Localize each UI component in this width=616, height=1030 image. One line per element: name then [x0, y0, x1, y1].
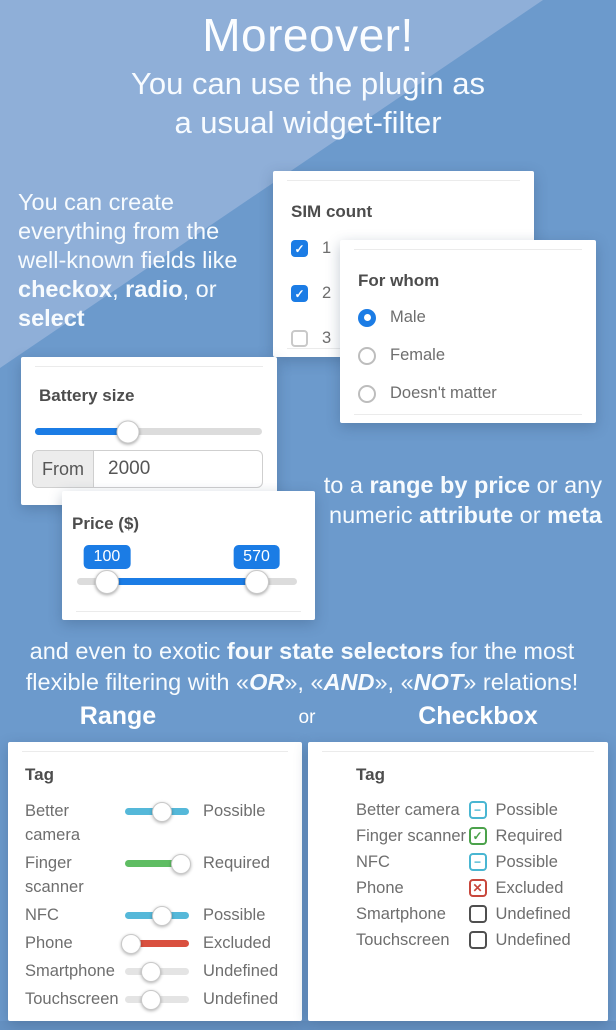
radio-option[interactable]: [358, 384, 596, 403]
tag-checkbox-row: [356, 827, 608, 845]
divider: [287, 180, 520, 181]
tag-checkbox-row: [356, 853, 608, 871]
checkbox-section-header: Checkbox: [418, 702, 538, 730]
divider: [354, 414, 582, 415]
minus-icon[interactable]: [469, 853, 487, 871]
note-segment: or any numeric: [329, 472, 602, 528]
checkbox-label: 1: [322, 239, 332, 257]
slider-handle[interactable]: [152, 802, 172, 822]
four-state-slider[interactable]: [125, 808, 189, 815]
tag-slider-row: [25, 851, 302, 899]
checkbox-label: 3: [322, 329, 332, 347]
four-state-slider[interactable]: [125, 968, 189, 975]
state-label: Undefined: [203, 962, 279, 980]
checkbox-unchecked-icon[interactable]: [291, 330, 308, 347]
widget-title: Tag: [356, 765, 385, 784]
slider-handle[interactable]: [141, 990, 161, 1010]
battery-size-widget: [21, 357, 277, 505]
note-bold-attribute: attribute: [419, 502, 514, 528]
checkbox-checked-icon[interactable]: [291, 285, 308, 302]
divider: [354, 249, 582, 250]
min-value-bubble: 100: [84, 545, 131, 569]
divider: [76, 611, 301, 612]
state-label: Possible: [495, 801, 558, 819]
divider: [35, 366, 263, 367]
slider-rows: [25, 799, 302, 1011]
divider: [322, 751, 594, 752]
tag-checkbox-row: [356, 905, 608, 923]
tag-label: Touchscreen: [25, 990, 119, 1008]
range-note-text: [318, 470, 602, 530]
min-slider-handle[interactable]: [95, 570, 119, 594]
divider: [22, 751, 288, 752]
radio-unselected-icon[interactable]: [358, 385, 376, 403]
tag-label: NFC: [25, 906, 59, 924]
radio-label: Female: [390, 346, 446, 364]
four-state-text: [10, 636, 594, 698]
exotic-segment: » relations!: [463, 669, 579, 695]
radio-label: Male: [390, 308, 426, 326]
note-segment: to a: [323, 472, 370, 498]
tag-label: NFC: [356, 853, 390, 871]
widget-title: SIM count: [291, 202, 373, 221]
state-label: Required: [495, 827, 563, 845]
tag-label: Better camera: [25, 802, 81, 844]
state-label: Excluded: [495, 879, 564, 897]
state-label: Required: [203, 854, 270, 872]
tag-checkbox-widget: [308, 742, 608, 1021]
radio-option[interactable]: [358, 346, 596, 365]
slider-handle[interactable]: [117, 420, 140, 443]
cross-icon[interactable]: [469, 879, 487, 897]
intro-bold-radio: radio: [125, 276, 183, 302]
tag-range-widget: [8, 742, 302, 1021]
four-state-slider[interactable]: [125, 912, 189, 919]
checkbox-label: 2: [322, 284, 332, 302]
note-segment: or: [513, 502, 548, 528]
tag-label: Better camera: [356, 801, 460, 819]
radio-selected-icon[interactable]: [358, 309, 376, 327]
or-label: or: [298, 707, 316, 728]
radio-unselected-icon[interactable]: [358, 347, 376, 365]
intro-segment: You can create everything from the well-known fields like: [18, 189, 238, 273]
slider-range-fill: [107, 578, 257, 585]
four-state-slider[interactable]: [125, 940, 189, 947]
subtitle-line-2: a usual widget-filter: [174, 105, 442, 140]
tag-label: Touchscreen: [356, 931, 450, 949]
exotic-segment: and even to exotic: [29, 638, 227, 664]
checkbox-rows: [356, 801, 608, 949]
intro-segment: , or: [182, 276, 217, 302]
tag-slider-row: [25, 903, 302, 927]
exotic-bold-four-state: four state selectors: [226, 638, 444, 664]
state-label: Undefined: [495, 931, 571, 949]
slider-handle[interactable]: [152, 906, 172, 926]
tag-label: Phone: [25, 934, 73, 952]
subtitle-line-1: You can use the plugin as: [131, 66, 485, 101]
price-slider-track[interactable]: [77, 578, 297, 585]
intro-bold-select: select: [18, 305, 85, 331]
tag-slider-row: [25, 987, 302, 1011]
four-state-slider[interactable]: [125, 860, 189, 867]
range-section-header: Range: [79, 702, 157, 730]
footer-bar: [0, 1021, 616, 1030]
checkbox-blank-icon[interactable]: [469, 931, 487, 949]
intro-text: [18, 188, 270, 333]
tag-slider-row: [25, 959, 302, 983]
from-label: From: [33, 451, 94, 487]
state-label: Undefined: [495, 905, 571, 923]
radio-option[interactable]: [358, 308, 596, 327]
price-widget: [62, 491, 315, 620]
exotic-segment: for the most flexible filtering with «: [25, 638, 575, 695]
state-label: Possible: [203, 802, 266, 820]
battery-slider-track[interactable]: [35, 428, 262, 435]
tag-label: Phone: [356, 879, 404, 897]
minus-icon[interactable]: [469, 801, 487, 819]
slider-handle[interactable]: [141, 962, 161, 982]
for-whom-widget: [340, 240, 596, 423]
intro-segment: ,: [112, 276, 126, 302]
state-label: Possible: [203, 906, 266, 924]
price-bubbles: [77, 545, 297, 569]
note-bold-meta: meta: [547, 502, 602, 528]
state-label: Possible: [495, 853, 558, 871]
tag-label: Finger scanner: [356, 827, 467, 845]
four-state-slider[interactable]: [125, 996, 189, 1003]
tag-checkbox-row: [356, 931, 608, 949]
state-label: Excluded: [203, 934, 271, 952]
checkbox-checked-icon[interactable]: [291, 240, 308, 257]
widget-title: Battery size: [39, 386, 135, 405]
tag-slider-row: [25, 931, 302, 955]
widget-title: Tag: [25, 765, 54, 784]
from-input-group: [32, 450, 263, 488]
max-value-bubble: 570: [233, 545, 280, 569]
slider-handle[interactable]: [171, 854, 191, 874]
exotic-segment: », «: [284, 669, 324, 695]
checkbox-blank-icon[interactable]: [469, 905, 487, 923]
page-subtitle: [0, 64, 616, 142]
widget-title: Price ($): [72, 514, 140, 533]
exotic-or: OR: [249, 669, 285, 695]
note-bold-range-by-price: range by price: [369, 472, 531, 498]
slider-handle[interactable]: [121, 934, 141, 954]
from-input[interactable]: 2000: [108, 458, 151, 479]
tag-slider-row: [25, 799, 302, 847]
exotic-not: NOT: [413, 669, 464, 695]
slider-fill: [35, 428, 128, 435]
max-slider-handle[interactable]: [245, 570, 269, 594]
widget-title: For whom: [358, 271, 440, 290]
radio-label: Doesn't matter: [390, 384, 497, 402]
page-title: Moreover!: [202, 9, 414, 61]
tag-label: Smartphone: [356, 905, 446, 923]
intro-bold-checkbox: checkox: [18, 276, 113, 302]
state-label: Undefined: [203, 990, 279, 1008]
tag-checkbox-row: [356, 801, 608, 819]
tag-label: Finger scanner: [25, 854, 84, 896]
tag-checkbox-row: [356, 879, 608, 897]
exotic-segment: », «: [374, 669, 414, 695]
check-icon[interactable]: [469, 827, 487, 845]
tag-label: Smartphone: [25, 962, 115, 980]
exotic-and: AND: [323, 669, 375, 695]
